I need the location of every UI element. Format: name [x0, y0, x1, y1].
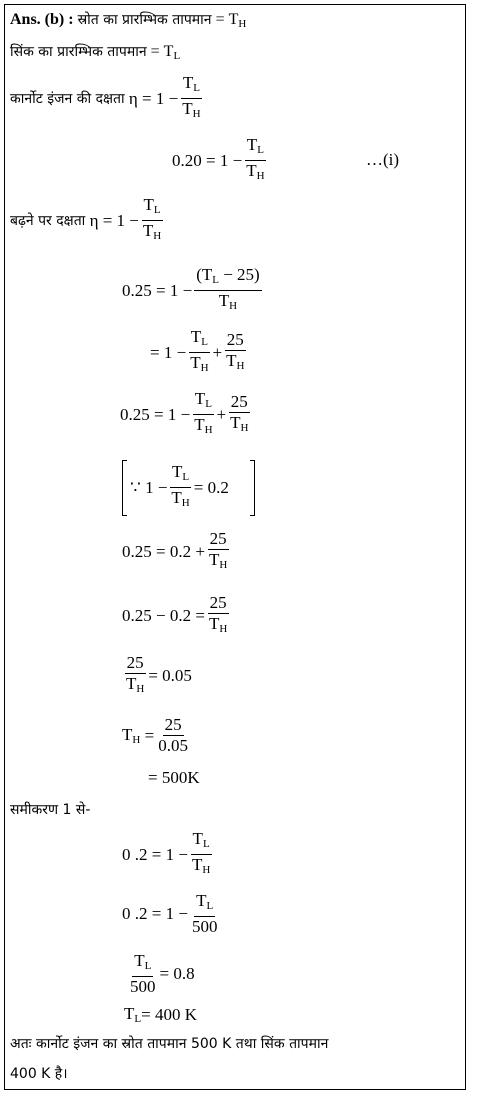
equation-10: 0 .2 = 1 − $\frac{T_L}{T_H}$	[122, 829, 211, 876]
bracket-left	[122, 460, 127, 516]
equation-4: 0.25 = 1 − $\frac{T_L}{T_H}$ + $\frac{25}{T_H}$	[120, 389, 249, 436]
equation-2: 0.25 = 1 − $\frac{(T_L - 25)}{T_H}$	[122, 265, 260, 312]
since-relation: ∵ 1 − $\frac{T_L}{T_H}$ = 0.2	[130, 462, 229, 509]
source-temp-symbol: = $T_H$	[215, 11, 247, 30]
fraction-tl-th: $\frac{T_L}{T_H}$	[182, 73, 201, 120]
equation-7: $\frac{25}{T_H}$ = 0.05	[126, 653, 192, 695]
line-sink-temp	[10, 42, 180, 66]
from-equation-1: समीकरण 1 से-	[10, 802, 91, 818]
bracket-right	[250, 460, 255, 516]
equation-6: 0.25 − 0.2 = $\frac{25}{T_H}$	[122, 593, 228, 635]
efficiency-definition	[10, 74, 205, 123]
equation-11: 0 .2 = 1 − $\frac{T_L}{500}$	[122, 891, 218, 936]
conclusion-line-2: 400 K है।	[10, 1066, 68, 1082]
equation-tag: …(i)	[366, 150, 400, 169]
conclusion-line-1: अतः कार्नोट इंजन का स्रोत तापमान 500 K तथा सिंक तापमान	[10, 1036, 329, 1052]
equation-9: = 500K	[148, 768, 200, 787]
sink-temp-text: सिंक का प्रारम्भिक तापमान	[10, 44, 147, 60]
equation-5: 0.25 = 0.2 + $\frac{25}{T_H}$	[122, 529, 228, 571]
answer-label: Ans. (b) :	[10, 11, 74, 28]
eta-symbol: η = 1 −	[128, 88, 179, 108]
increase-text: बढ़ने पर दक्षता	[10, 213, 86, 229]
equation-12: $\frac{T_L}{500}$ = 0.8	[130, 951, 195, 996]
equation-i: 0.20 = 1 − $\frac{T_L}{T_H}$	[172, 135, 265, 182]
equation-3: = 1 − $\frac{T_L}{T_H}$ + $\frac{25}{T_H}$	[150, 327, 245, 374]
efficiency-text: कार्नोट इंजन की दक्षता	[10, 91, 125, 107]
sink-temp-symbol: = $T_L$	[150, 43, 181, 62]
source-temp-text: स्रोत का प्रारम्भिक तापमान	[77, 12, 212, 28]
equation-8: $T_H$ = $\frac{25}{0.05}$	[122, 715, 188, 755]
equation-13: $T_L$ = 400 K	[124, 1004, 197, 1025]
line-source-temp	[10, 10, 246, 34]
increased-efficiency: बढ़ने पर दक्षता η = 1 − $\frac{T_L}{T_H}$	[10, 195, 162, 242]
